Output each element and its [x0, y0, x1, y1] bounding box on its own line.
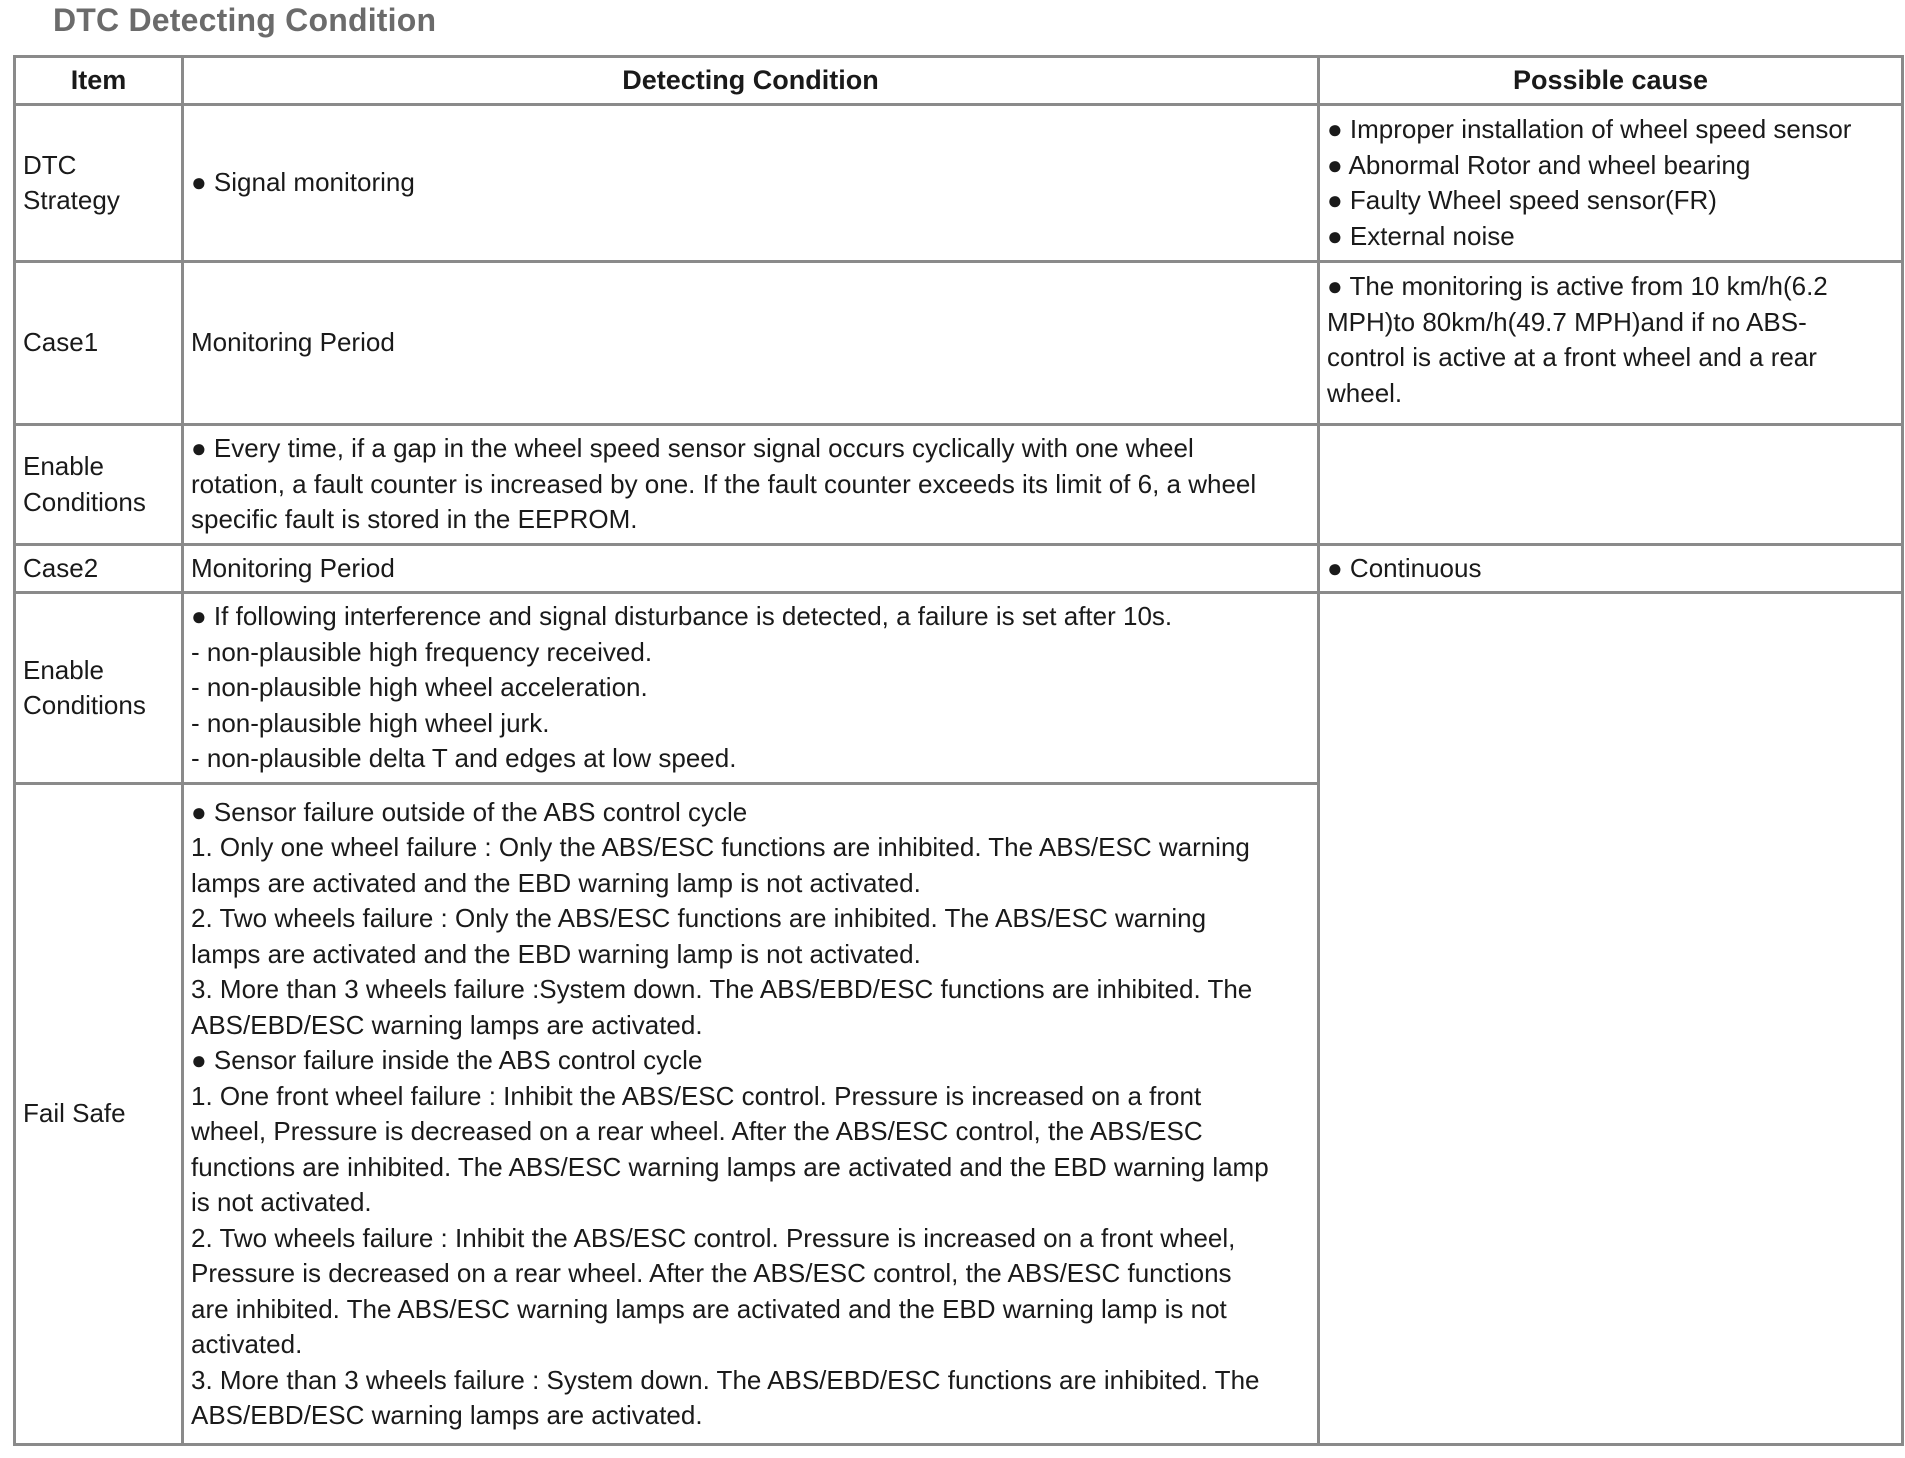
item-text: Conditions [23, 690, 146, 720]
detecting-text: - non-plausible delta T and edges at low speed. [191, 743, 737, 774]
table-row [15, 262, 1903, 425]
item-text: DTC [23, 149, 77, 180]
item-cell [15, 262, 183, 425]
detecting-text: lamps are activated and the EBD warning lamp is not activated. [191, 867, 921, 898]
detecting-text: ● If following interference and signal disturbance is detected, a failure is set after 10s. [191, 601, 1173, 632]
detecting-text: 1. One front wheel failure : Inhibit the ABS/ESC control. Pressure is increased on a front [191, 1080, 1202, 1111]
item-text: Strategy [23, 185, 120, 215]
detecting-text: ABS/EBD/ESC warning lamps are activated. [191, 1009, 703, 1040]
item-text: Enable [23, 654, 104, 685]
header-item: Item [15, 57, 183, 105]
detecting-text: Monitoring Period [191, 552, 395, 583]
detecting-text: ABS/EBD/ESC warning lamps are activated. [191, 1400, 703, 1430]
header-possible-cause: Possible cause [1319, 57, 1903, 105]
detecting-text: rotation, a fault counter is increased by one. If the fault counter exceeds its limit of 6, a wheel [191, 468, 1257, 499]
item-cell [15, 545, 183, 593]
cause-text: wheel. [1327, 377, 1403, 408]
table-row [15, 425, 1903, 545]
cause-cell [1319, 262, 1903, 425]
item-cell [15, 593, 183, 784]
detecting-text: 3. More than 3 wheels failure : System down. The ABS/EBD/ESC functions are inhibited. The [191, 1364, 1260, 1395]
item-text: Case1 [23, 327, 99, 358]
detecting-cell [183, 262, 1319, 425]
detecting-text: 3. More than 3 wheels failure :System down. The ABS/EBD/ESC functions are inhibited. The [191, 974, 1253, 1004]
cause-text: MPH)to 80km/h(49.7 MPH)and if no ABS- [1327, 306, 1807, 337]
cause-cell [1319, 105, 1903, 262]
detecting-text: wheel, Pressure is decreased on a rear wheel. After the ABS/ESC control, the ABS/ESC [191, 1116, 1203, 1146]
cause-text: ● Improper installation of wheel speed sensor [1327, 114, 1852, 144]
detecting-text: - non-plausible high frequency received. [191, 636, 653, 667]
cause-text: ● Faulty Wheel speed sensor(FR) [1327, 185, 1717, 215]
detecting-text: 2. Two wheels failure : Inhibit the ABS/ESC control. Pressure is increased on a front wheel, [191, 1222, 1236, 1253]
detecting-text: Pressure is decreased on a rear wheel. After the ABS/ESC control, the ABS/ESC functions [191, 1258, 1232, 1288]
detecting-text: - non-plausible high wheel jurk. [191, 707, 550, 738]
detecting-text: ● Sensor failure inside the ABS control cycle [191, 1045, 703, 1075]
detecting-text: specific fault is stored in the EEPROM. [191, 504, 638, 535]
detecting-text: - non-plausible high wheel acceleration. [191, 672, 648, 703]
item-text: Enable [23, 451, 104, 481]
item-cell [15, 105, 183, 262]
item-text: Conditions [23, 486, 146, 517]
cause-cell-empty [1319, 593, 1903, 1445]
cause-text: ● External noise [1327, 220, 1515, 251]
detecting-text: 2. Two wheels failure : Only the ABS/ESC functions are inhibited. The ABS/ESC warning [191, 903, 1207, 933]
detecting-text: activated. [191, 1329, 303, 1359]
cause-text: ● The monitoring is active from 10 km/h(6.2 [1327, 271, 1828, 301]
page-title: DTC Detecting Condition [53, 2, 437, 38]
cause-cell [1319, 545, 1903, 593]
item-cell [15, 425, 183, 545]
cause-cell-empty [1319, 425, 1903, 545]
table-row [15, 593, 1903, 784]
cause-text: ● Abnormal Rotor and wheel bearing [1327, 149, 1751, 180]
detecting-cell [183, 425, 1319, 545]
table-row [15, 545, 1903, 593]
detecting-text: ● Every time, if a gap in the wheel speed sensor signal occurs cyclically with one wheel [191, 433, 1194, 464]
detecting-text: functions are inhibited. The ABS/ESC warning lamps are activated and the EBD warning lamp [191, 1151, 1269, 1182]
detecting-cell [183, 593, 1319, 784]
detecting-cell [183, 545, 1319, 593]
dtc-condition-table [13, 55, 1904, 1446]
detecting-text: is not activated. [191, 1187, 372, 1217]
detecting-text: are inhibited. The ABS/ESC warning lamps are activated and the EBD warning lamp is not [191, 1293, 1227, 1324]
detecting-text: Monitoring Period [191, 327, 395, 358]
item-text: Case2 [23, 552, 99, 583]
cause-text: ● Continuous [1327, 552, 1482, 583]
detecting-cell [183, 784, 1319, 1445]
detecting-text: ● Sensor failure outside of the ABS control cycle [191, 796, 748, 827]
table-header-row [15, 57, 1903, 105]
header-detecting-condition: Detecting Condition [183, 57, 1319, 105]
item-cell [15, 784, 183, 1445]
detecting-cell [183, 105, 1319, 262]
table-row [15, 105, 1903, 262]
item-text: Fail Safe [23, 1098, 126, 1129]
detecting-text: lamps are activated and the EBD warning lamp is not activated. [191, 938, 921, 969]
detecting-text: 1. Only one wheel failure : Only the ABS/ESC functions are inhibited. The ABS/ESC warning [191, 832, 1250, 862]
cause-text: control is active at a front wheel and a rear [1327, 342, 1817, 372]
detecting-text: ● Signal monitoring [191, 167, 415, 198]
